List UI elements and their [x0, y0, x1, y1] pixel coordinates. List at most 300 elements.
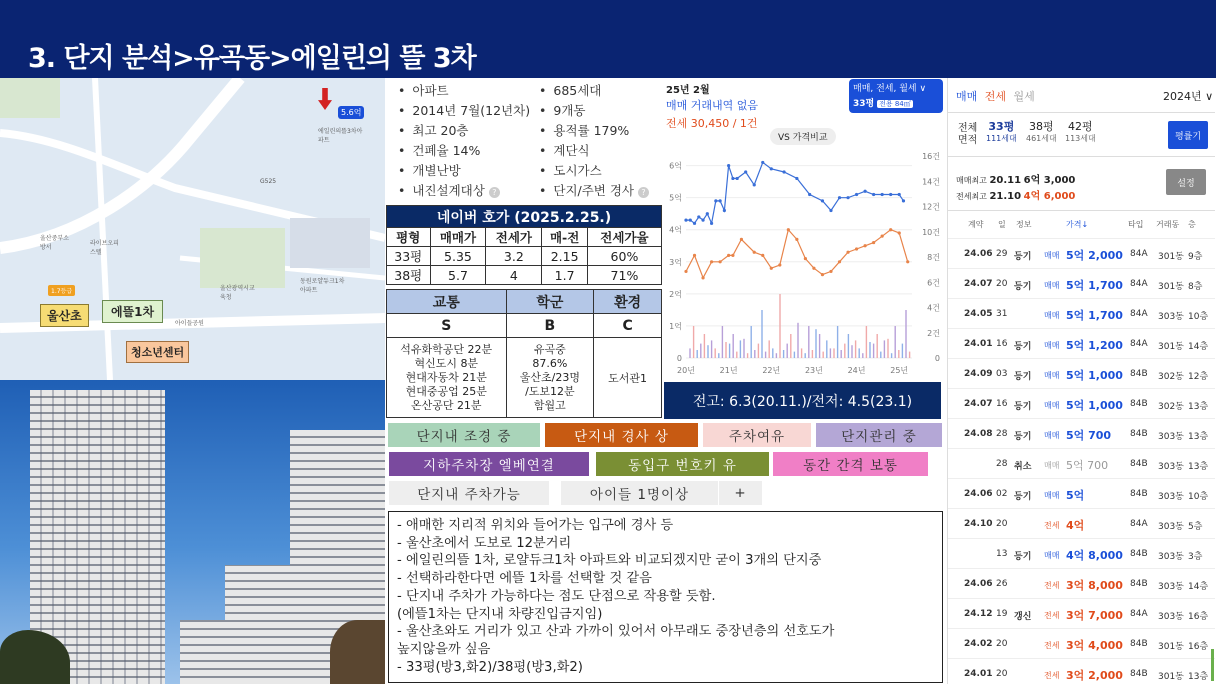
data-point — [838, 196, 841, 199]
note-line: - 에일린의뜰 1차, 로얄듀크1차 아파트와 비교되겠지만 굳이 3개의 단지중 — [397, 553, 822, 569]
note-line: - 선택하라한다면 에뜰 1차를 선택할 것 같음 — [397, 571, 652, 587]
table-row[interactable] — [948, 388, 1215, 419]
data-point — [872, 241, 875, 244]
feature-tag: 단지내 조경 중 — [388, 423, 540, 447]
row-cell: 301동 — [1158, 672, 1184, 682]
row-cell: 84A — [1130, 309, 1148, 319]
data-point — [778, 263, 781, 266]
row-cell: 등기 — [1014, 372, 1032, 382]
row-cell: 20 — [996, 519, 1008, 529]
data-point — [736, 177, 739, 180]
y2-tick-label: 2건 — [927, 328, 940, 338]
data-point — [731, 177, 734, 180]
data-point — [821, 273, 824, 276]
row-cell: 303동 — [1158, 552, 1184, 562]
row-cell: 등기 — [1014, 492, 1032, 502]
data-point — [846, 196, 849, 199]
apt-label: 에뜰1차 — [102, 300, 163, 323]
table-cell: 1.7 — [542, 266, 588, 285]
transport-item: 온산공단 21분 — [410, 398, 482, 412]
row-cell: 28 — [996, 459, 1008, 469]
row-cell: 13 — [996, 549, 1008, 559]
row-cell: 301동 — [1158, 342, 1184, 352]
feature-tag: 주차여유 — [703, 423, 811, 447]
row-cell: 301동 — [1158, 282, 1184, 292]
data-point — [761, 254, 764, 257]
row-cell: 16 — [996, 339, 1008, 349]
trade-type-tabs — [956, 88, 1035, 104]
school-item: 유곡중 — [533, 342, 566, 356]
feature-tag: 단지내 경사 상 — [545, 423, 698, 447]
info-item: • 개별난방 — [398, 161, 461, 179]
y-tick-label: 4억 — [669, 225, 682, 235]
row-cell: 29 — [996, 249, 1008, 259]
data-point — [829, 209, 832, 212]
row-cell: 24.06 — [964, 489, 993, 499]
row-cell: 24.07 — [964, 279, 993, 289]
table-cell: 3.2 — [486, 247, 542, 266]
chevron-down-icon: ∨ — [1201, 90, 1214, 103]
environment-table — [386, 289, 662, 418]
transaction-panel — [947, 78, 1214, 684]
data-point — [710, 260, 713, 263]
data-point — [701, 276, 704, 279]
row-cell: 3억 8,000 — [1066, 579, 1123, 592]
x-tick-label: 23년 — [804, 366, 823, 375]
location-map[interactable] — [0, 78, 385, 380]
note-line: 높지않을까 싶음 — [397, 641, 491, 657]
table-row[interactable] — [948, 298, 1215, 329]
data-point — [731, 254, 734, 257]
table-row[interactable] — [948, 358, 1215, 389]
row-cell: 매매 — [1044, 311, 1060, 320]
school-label: 울산초 — [40, 304, 89, 327]
school-item: /도보12분 — [525, 384, 575, 398]
school-cell — [506, 338, 594, 418]
slide-title: 3. 단지 분석>유곡동>에일린의 뜰 3차 — [28, 43, 476, 74]
column-header: 평형 — [387, 228, 431, 247]
help-icon[interactable]: ? — [489, 187, 500, 198]
row-cell: 84B — [1130, 639, 1148, 649]
data-point — [689, 219, 692, 222]
row-cell: 84B — [1130, 429, 1148, 439]
row-cell: 전세 — [1044, 671, 1060, 680]
column-header: 교통 — [387, 290, 507, 314]
row-cell: 5억 700 — [1066, 429, 1112, 442]
table-cell: 5.7 — [430, 266, 486, 285]
row-cell: 5억 — [1066, 489, 1085, 502]
transport-item: 혁신도시 8분 — [414, 356, 479, 370]
data-point — [795, 177, 798, 180]
y2-tick-label: 16건 — [922, 152, 940, 161]
data-point — [838, 260, 841, 263]
chart-footer: 전고: 6.3(20.11.)/전저: 4.5(23.1) — [664, 382, 941, 419]
table-row — [387, 266, 662, 285]
data-point — [795, 238, 798, 241]
row-cell: 13층 — [1188, 432, 1209, 442]
row-cell: 등기 — [1014, 282, 1032, 292]
row-cell: 13층 — [1188, 672, 1209, 682]
info-item: • 내진설계대상 ? — [398, 181, 500, 199]
y2-tick-label: 14건 — [922, 177, 940, 187]
row-cell: 13층 — [1188, 402, 1209, 412]
row-cell: 24.06 — [964, 579, 993, 589]
map-roads — [0, 78, 385, 380]
row-cell: 28 — [996, 429, 1008, 439]
row-cell: 5억 1,700 — [1066, 279, 1123, 292]
data-point — [902, 199, 905, 202]
table-row[interactable] — [948, 598, 1215, 629]
info-item: • 단지/주변 경사 ? — [539, 181, 649, 199]
column-header: 전세가율 — [587, 228, 661, 247]
info-item: • 계단식 — [539, 141, 590, 159]
info-item: • 최고 20층 — [398, 121, 468, 139]
row-cell: 302동 — [1158, 402, 1184, 412]
row-cell: 매매 — [1044, 251, 1060, 260]
row-cell: 5층 — [1188, 522, 1203, 532]
data-point — [701, 219, 704, 222]
year-label: 2024년 — [1163, 90, 1202, 103]
row-cell: 등기 — [1014, 552, 1032, 562]
map-label: 울산광역시교육청 — [220, 285, 255, 301]
row-cell: 02 — [996, 489, 1008, 499]
row-cell: 등기 — [1014, 252, 1032, 262]
row-cell: 12층 — [1188, 372, 1209, 382]
row-cell: 20 — [996, 669, 1008, 679]
size-option-33[interactable]: 33평 111세대 — [986, 120, 1017, 143]
feature-tag: 아이들 1명이상 — [561, 481, 718, 505]
row-cell: 5억 1,000 — [1066, 369, 1123, 382]
tab-lease[interactable]: 전세 — [984, 90, 1007, 103]
info-item: • 용적률 179% — [539, 121, 629, 139]
row-cell: 31 — [996, 309, 1008, 319]
data-point — [723, 209, 726, 212]
series-line — [686, 162, 904, 223]
size-option-42[interactable]: 42평 113세대 — [1065, 120, 1096, 143]
row-cell: 5억 1,000 — [1066, 399, 1123, 412]
table-cell: 38평 — [387, 266, 431, 285]
row-cell: 84B — [1130, 669, 1148, 679]
note-line: - 단지내 주차가 가능하다는 점도 단점으로 작용할 듯함. — [397, 588, 716, 604]
feature-tag[interactable]: + — [719, 481, 762, 505]
grade-cell: B — [506, 314, 594, 338]
row-cell: 매매 — [1044, 431, 1060, 440]
row-cell: 84A — [1130, 279, 1148, 289]
row-cell: 302동 — [1158, 372, 1184, 382]
building — [225, 565, 290, 684]
data-point — [782, 170, 785, 173]
row-cell: 전세 — [1044, 521, 1060, 530]
table-title: 네이버 호가 (2025.2.25.) — [387, 206, 662, 228]
row-cell: 3억 2,000 — [1066, 669, 1123, 682]
grade-badge: 1.7등급 — [48, 285, 75, 296]
row-cell: 등기 — [1014, 402, 1032, 412]
map-label: 아이들공원 — [175, 320, 204, 327]
table-cell: 5.35 — [430, 247, 486, 266]
table-row[interactable] — [948, 238, 1215, 269]
y2-tick-label: 8건 — [927, 253, 940, 262]
x-tick-label: 20년 — [677, 366, 695, 375]
data-point — [804, 257, 807, 260]
row-cell: 16층 — [1188, 642, 1209, 652]
center-label: 청소년센터 — [126, 341, 189, 363]
size-option-38[interactable]: 38평 461세대 — [1026, 120, 1057, 143]
info-item: • 2014년 7월(12년차) — [398, 101, 530, 119]
row-cell: 4억 — [1066, 519, 1085, 532]
row-cell: 20 — [996, 639, 1008, 649]
data-point — [727, 254, 730, 257]
note-line: - 울산초와도 거리가 있고 산과 가까이 있어서 아무래도 중장년층의 선호도가 — [397, 624, 835, 640]
row-cell: 303동 — [1158, 432, 1184, 442]
row-cell: 303동 — [1158, 582, 1184, 592]
feature-tag: 단지관리 중 — [816, 423, 942, 447]
row-cell: 24.06 — [964, 249, 993, 259]
notes-box — [388, 511, 943, 683]
row-cell: 4억 8,000 — [1066, 549, 1123, 562]
row-cell: 84B — [1130, 549, 1148, 559]
map-label: 동원로얄듀크1차아파트 — [300, 278, 345, 294]
row-cell: 24.10 — [964, 519, 993, 529]
row-cell: 전세 — [1044, 581, 1060, 590]
settings-button[interactable]: 설정 — [1166, 169, 1206, 195]
row-cell: 전세 — [1044, 611, 1060, 620]
row-cell: 84A — [1130, 519, 1148, 529]
column-header: 학군 — [506, 290, 594, 314]
row-cell: 24.01 — [964, 669, 993, 679]
row-cell: 갱신 — [1014, 612, 1032, 622]
column-header: 전세가 — [486, 228, 542, 247]
row-cell: 24.09 — [964, 369, 993, 379]
data-point — [881, 193, 884, 196]
data-point — [719, 260, 722, 263]
data-point — [829, 270, 832, 273]
table-row[interactable] — [948, 658, 1215, 689]
data-point — [898, 231, 901, 234]
data-point — [719, 199, 722, 202]
table-row[interactable] — [948, 268, 1215, 299]
tree — [330, 620, 385, 684]
row-cell: 5억 2,000 — [1066, 249, 1123, 262]
row-cell: 84B — [1130, 579, 1148, 589]
row-cell: 84B — [1130, 399, 1148, 409]
table-header: 계약 일 정보 가격↓ 타입 거래동 층 — [948, 210, 1215, 238]
table-row[interactable] — [948, 478, 1215, 509]
data-point — [855, 193, 858, 196]
table-row — [387, 247, 662, 266]
row-cell: 24.12 — [964, 609, 993, 619]
transport-item: 석유화학공단 22분 — [400, 342, 493, 356]
data-point — [693, 222, 696, 225]
max-sale: 매매최고 20.11 6억 3,000 — [956, 175, 1076, 186]
row-cell: 03 — [996, 369, 1008, 379]
row-cell: 303동 — [1158, 522, 1184, 532]
row-cell: 매매 — [1044, 551, 1060, 560]
row-cell: 9층 — [1188, 252, 1203, 262]
row-cell: 24.07 — [964, 399, 993, 409]
chart-month: 25년 2월 — [666, 85, 710, 96]
table-cell: 4 — [486, 266, 542, 285]
price-marker[interactable]: 5.6억 — [338, 106, 364, 119]
price-chart[interactable] — [662, 78, 944, 382]
data-point — [753, 183, 756, 186]
row-cell: 5억 1,200 — [1066, 339, 1123, 352]
feature-tag: 동간 간격 보통 — [773, 452, 928, 476]
school-item: 울산초/23명 — [519, 370, 580, 384]
compare-button[interactable]: VS 가격비교 — [770, 128, 836, 145]
data-point — [846, 251, 849, 254]
table-row[interactable] — [948, 328, 1215, 359]
row-cell: 84A — [1130, 339, 1148, 349]
table-row[interactable] — [948, 628, 1215, 659]
data-point — [808, 193, 811, 196]
table-cell: 60% — [587, 247, 661, 266]
map-label: 라이브오피스텔 — [90, 240, 119, 256]
info-item: • 685세대 — [539, 81, 601, 99]
map-label: G525 — [260, 178, 277, 185]
school-item: 함월고 — [533, 398, 566, 412]
school-item: 87.6% — [532, 356, 568, 370]
note-line: - 울산초에서 도보로 12분거리 — [397, 535, 572, 551]
type-filter-button[interactable] — [849, 79, 943, 113]
transport-item: 현대자동차 21분 — [405, 370, 487, 384]
divider — [948, 156, 1215, 157]
table-row[interactable] — [948, 508, 1215, 539]
transport-item: 현대중공업 25분 — [405, 384, 487, 398]
y2-tick-label: 4건 — [927, 303, 940, 313]
size-label: 33평 — [853, 99, 875, 109]
chart-svg — [662, 138, 944, 382]
map-label: 울산중부소방서 — [40, 235, 69, 251]
year-select[interactable] — [1163, 88, 1213, 104]
y-tick-label: 3억 — [669, 257, 682, 267]
y-tick-label: 6억 — [669, 161, 682, 171]
data-point — [889, 193, 892, 196]
building — [180, 620, 225, 684]
data-point — [744, 170, 747, 173]
row-cell: 303동 — [1158, 492, 1184, 502]
apartment-photo — [0, 380, 385, 684]
row-cell: 10층 — [1188, 312, 1209, 322]
data-point — [706, 212, 709, 215]
data-point — [863, 190, 866, 193]
data-point — [761, 161, 764, 164]
row-cell: 84B — [1130, 369, 1148, 379]
row-cell: 매매 — [1044, 491, 1060, 500]
y2-tick-label: 12건 — [922, 202, 940, 212]
row-cell: 84B — [1130, 459, 1148, 469]
row-cell: 5억 700 — [1066, 459, 1109, 472]
data-point — [872, 193, 875, 196]
transport-cell — [387, 338, 507, 418]
row-cell: 20 — [996, 279, 1008, 289]
x-tick-label: 21년 — [719, 366, 738, 375]
row-cell: 취소 — [1014, 462, 1032, 472]
row-cell: 3억 7,000 — [1066, 609, 1123, 622]
table-row[interactable] — [948, 418, 1215, 449]
chart-sale-status: 매매 거래내역 없음 — [666, 99, 759, 112]
row-cell: 16 — [996, 399, 1008, 409]
row-cell: 13층 — [1188, 462, 1209, 472]
table-row[interactable] — [948, 568, 1215, 599]
size-note: 전용 84㎡ — [879, 100, 911, 108]
data-point — [889, 228, 892, 231]
row-cell: 26 — [996, 579, 1008, 589]
row-cell: 16층 — [1188, 612, 1209, 622]
row-cell: 14층 — [1188, 342, 1209, 352]
row-cell: 3억 4,000 — [1066, 639, 1123, 652]
series-line — [686, 230, 908, 278]
data-point — [787, 228, 790, 231]
row-cell: 24.08 — [964, 429, 993, 439]
info-item: • 건폐율 14% — [398, 141, 480, 159]
row-cell: 84A — [1130, 609, 1148, 619]
table-cell: 2.15 — [542, 247, 588, 266]
data-point — [821, 199, 824, 202]
data-point — [770, 267, 773, 270]
data-point — [855, 247, 858, 250]
feature-tag: 지하주차장 엘베연결 — [389, 452, 589, 476]
environment-cell: 도서관1 — [594, 338, 662, 418]
naver-price-table — [386, 205, 662, 285]
table-row[interactable] — [948, 538, 1215, 569]
x-tick-label: 25년 — [890, 366, 909, 375]
filter-label: 매매, 전세, 월세 — [853, 84, 917, 94]
note-line: (에뜰1차는 단지내 차량진입금지임) — [397, 606, 603, 622]
column-header: 환경 — [594, 290, 662, 314]
row-cell: 매매 — [1044, 461, 1060, 470]
info-item: • 9개동 — [539, 101, 585, 119]
row-cell: 8층 — [1188, 282, 1203, 292]
row-cell: 19 — [996, 609, 1008, 619]
data-point — [727, 164, 730, 167]
note-line: - 애매한 지리적 위치와 들어가는 입구에 경사 등 — [397, 518, 674, 533]
data-point — [898, 193, 901, 196]
table-cell: 71% — [587, 266, 661, 285]
row-cell: 등기 — [1014, 342, 1032, 352]
scrollbar[interactable] — [1211, 649, 1214, 681]
data-point — [684, 270, 687, 273]
feature-tag: 단지내 주차가능 — [389, 481, 549, 505]
data-point — [697, 215, 700, 218]
row-cell: 24.02 — [964, 639, 993, 649]
info-item: • 아파트 — [398, 81, 449, 99]
table-row[interactable] — [948, 448, 1215, 479]
feature-tag: 동입구 번호키 유 — [596, 452, 769, 476]
row-cell: 301동 — [1158, 642, 1184, 652]
data-point — [753, 251, 756, 254]
y-tick-label: 2억 — [669, 289, 682, 299]
tab-monthly[interactable]: 월세 — [1013, 90, 1035, 103]
y2-tick-label: 6건 — [927, 278, 940, 288]
help-icon[interactable]: ? — [638, 187, 649, 198]
data-point — [740, 238, 743, 241]
tab-sale[interactable]: 매매 — [956, 90, 978, 103]
data-point — [881, 235, 884, 238]
table-cell: 33평 — [387, 247, 431, 266]
data-point — [714, 199, 717, 202]
data-point — [812, 267, 815, 270]
y-tick-label: 1억 — [669, 321, 682, 331]
row-cell: 10층 — [1188, 492, 1209, 502]
row-cell: 301동 — [1158, 252, 1184, 262]
divider — [948, 112, 1215, 113]
grade-cell: C — [594, 314, 662, 338]
compare-size-button[interactable]: 평률기 — [1168, 121, 1208, 149]
data-point — [863, 244, 866, 247]
chevron-down-icon: ∨ — [919, 84, 927, 94]
row-cell: 24.01 — [964, 339, 993, 349]
complex-info — [386, 78, 662, 206]
